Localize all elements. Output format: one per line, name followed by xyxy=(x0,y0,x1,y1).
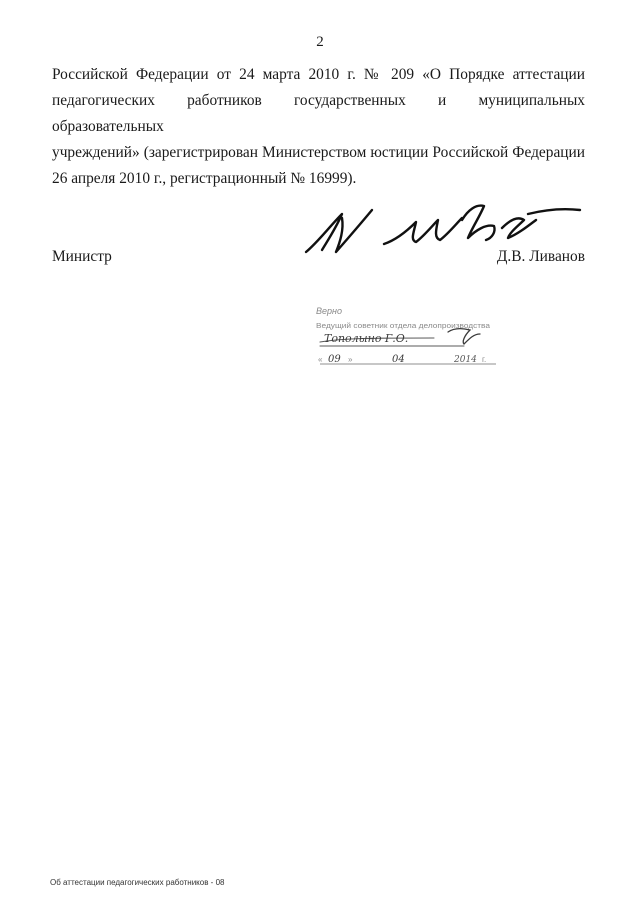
certification-heading: Верно xyxy=(316,306,342,316)
certification-date-month: 04 xyxy=(392,354,405,365)
certification-year-suffix: г. xyxy=(482,355,487,364)
certification-date-day: 09 xyxy=(328,354,341,365)
body-line-2: педагогических работников государственных и муниципальных образовательных xyxy=(52,92,585,135)
body-line-3: учреждений» (зарегистрирован Министерством юстиции Российской Федерации xyxy=(52,144,585,161)
certification-date-close: » xyxy=(348,355,353,364)
certification-date-open: « xyxy=(318,355,323,364)
body-line-4: 26 апреля 2010 г., регистрационный № 16999). xyxy=(52,170,357,187)
certification-org-line: Ведущий советник отдела делопроизводства xyxy=(316,323,463,330)
footer-text: Об аттестации педагогических работников - 08 xyxy=(50,878,225,887)
certification-signer: Тополыно Г.О. xyxy=(324,332,409,345)
page-number: 2 xyxy=(316,34,324,50)
body-line-1: Российской Федерации от 24 марта 2010 г. № 209 «О Порядке аттестации xyxy=(52,66,585,83)
body-paragraph xyxy=(52,62,585,192)
certification-stamp xyxy=(314,304,514,368)
signatory-position: Министр xyxy=(52,248,112,265)
certification-date-year: 2014 xyxy=(454,355,477,365)
signatory-name: Д.В. Ливанов xyxy=(496,248,585,265)
